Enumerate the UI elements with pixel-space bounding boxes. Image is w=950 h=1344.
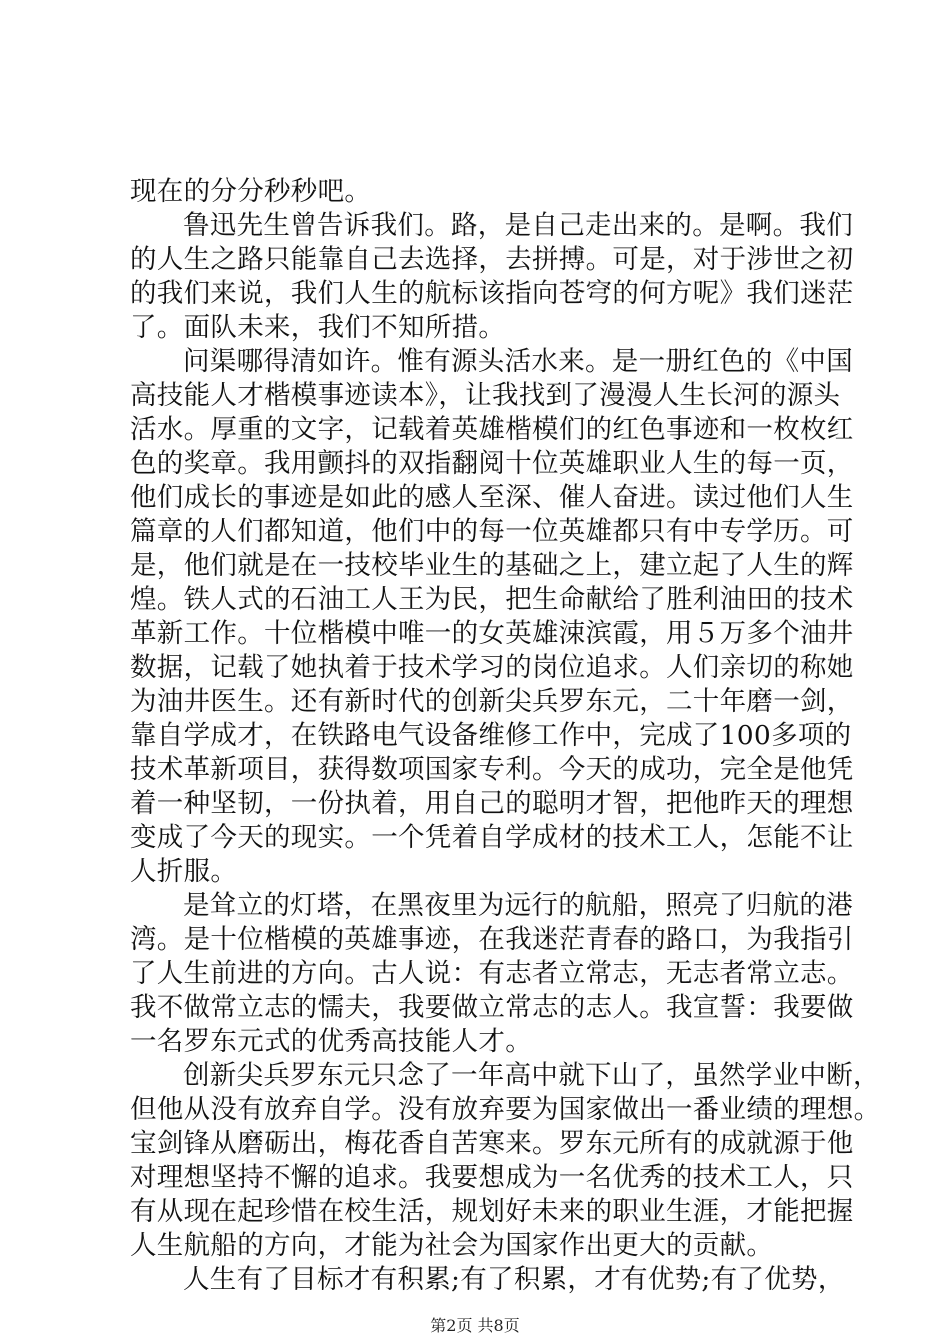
text-line: 宝剑锋从磨砺出，梅花香自苦寒来。罗东元所有的成就源于他 bbox=[130, 1128, 854, 1159]
text-line: 靠自学成才，在铁路电气设备维修工作中，完成了100多项的 bbox=[130, 720, 852, 751]
text-line: 篇章的人们都知道，他们中的每一位英雄都只有中专学历。可 bbox=[130, 516, 854, 547]
text-line: 问渠哪得清如许。惟有源头活水来。是一册红色的《中国 bbox=[183, 346, 853, 377]
text-line: 着一种坚韧，一份执着，用自己的聪明才智，把他昨天的理想 bbox=[130, 788, 854, 819]
text-line: 活水。厚重的文字，记载着英雄楷模们的红色事迹和一枚枚红 bbox=[130, 414, 854, 445]
text-line: 技术革新项目，获得数项国家专利。今天的成功，完全是他凭 bbox=[130, 754, 854, 785]
text-line: 是耸立的灯塔，在黑夜里为远行的航船，照亮了归航的港 bbox=[183, 890, 853, 921]
text-line: 高技能人才楷模事迹读本》，让我找到了漫漫人生长河的源头 bbox=[130, 380, 841, 411]
text-line: 对理想坚持不懈的追求。我要想成为一名优秀的技术工人，只 bbox=[130, 1162, 854, 1193]
text-line: 我不做常立志的懦夫，我要做立常志的志人。我宣誓：我要做 bbox=[130, 992, 854, 1023]
text-line: 色的奖章。我用颤抖的双指翻阅十位英雄职业人生的每一页， bbox=[130, 448, 854, 479]
text-line: 了人生前进的方向。古人说：有志者立常志，无志者常立志。 bbox=[130, 958, 854, 989]
text-line: 数据，记载了她执着于技术学习的岗位追求。人们亲切的称她 bbox=[130, 652, 854, 683]
text-line: 革新工作。十位楷模中唯一的女英雄涑滨霞，用５万多个油井 bbox=[130, 618, 854, 649]
text-line: 的人生之路只能靠自己去选择，去拼搏。可是，对于涉世之初 bbox=[130, 244, 854, 275]
text-line: 现在的分分秒秒吧。 bbox=[130, 176, 372, 207]
page-footer: 第2页 共8页 bbox=[430, 1316, 520, 1335]
text-line: 人生航船的方向，才能为社会为国家作出更大的贡献。 bbox=[130, 1230, 774, 1261]
text-line: 了。面队未来，我们不知所措。 bbox=[130, 312, 506, 343]
text-line: 为油井医生。还有新时代的创新尖兵罗东元，二十年磨一剑， bbox=[130, 686, 854, 717]
text-line: 有从现在起珍惜在校生活，规划好未来的职业生涯，才能把握 bbox=[130, 1196, 854, 1227]
text-line: 湾。是十位楷模的英雄事迹，在我迷茫青春的路口，为我指引 bbox=[130, 924, 854, 955]
text-line: 煌。铁人式的石油工人王为民，把生命献给了胜利油田的技术 bbox=[130, 584, 854, 615]
text-line: 一名罗东元式的优秀高技能人才。 bbox=[130, 1026, 532, 1057]
text-line: 鲁迅先生曾告诉我们。路，是自己走出来的。是啊。我们 bbox=[183, 210, 853, 241]
text-line: 他们成长的事迹是如此的感人至深、催人奋进。读过他们人生 bbox=[130, 482, 854, 513]
text-line: 是，他们就是在一技校毕业生的基础之上，建立起了人生的辉 bbox=[130, 550, 854, 581]
text-line: 人折服。 bbox=[130, 856, 238, 887]
text-line: 但他从没有放弃自学。没有放弃要为国家做出一番业绩的理想。 bbox=[130, 1094, 881, 1125]
text-line: 的我们来说，我们人生的航标该指向苍穹的何方呢》我们迷茫 bbox=[130, 278, 854, 309]
text-line: 人生有了目标才有积累;有了积累，才有优势;有了优势， bbox=[183, 1264, 845, 1295]
text-line: 变成了今天的现实。一个凭着自学成材的技术工人，怎能不让 bbox=[130, 822, 854, 853]
text-line: 创新尖兵罗东元只念了一年高中就下山了，虽然学业中断， bbox=[183, 1060, 880, 1091]
